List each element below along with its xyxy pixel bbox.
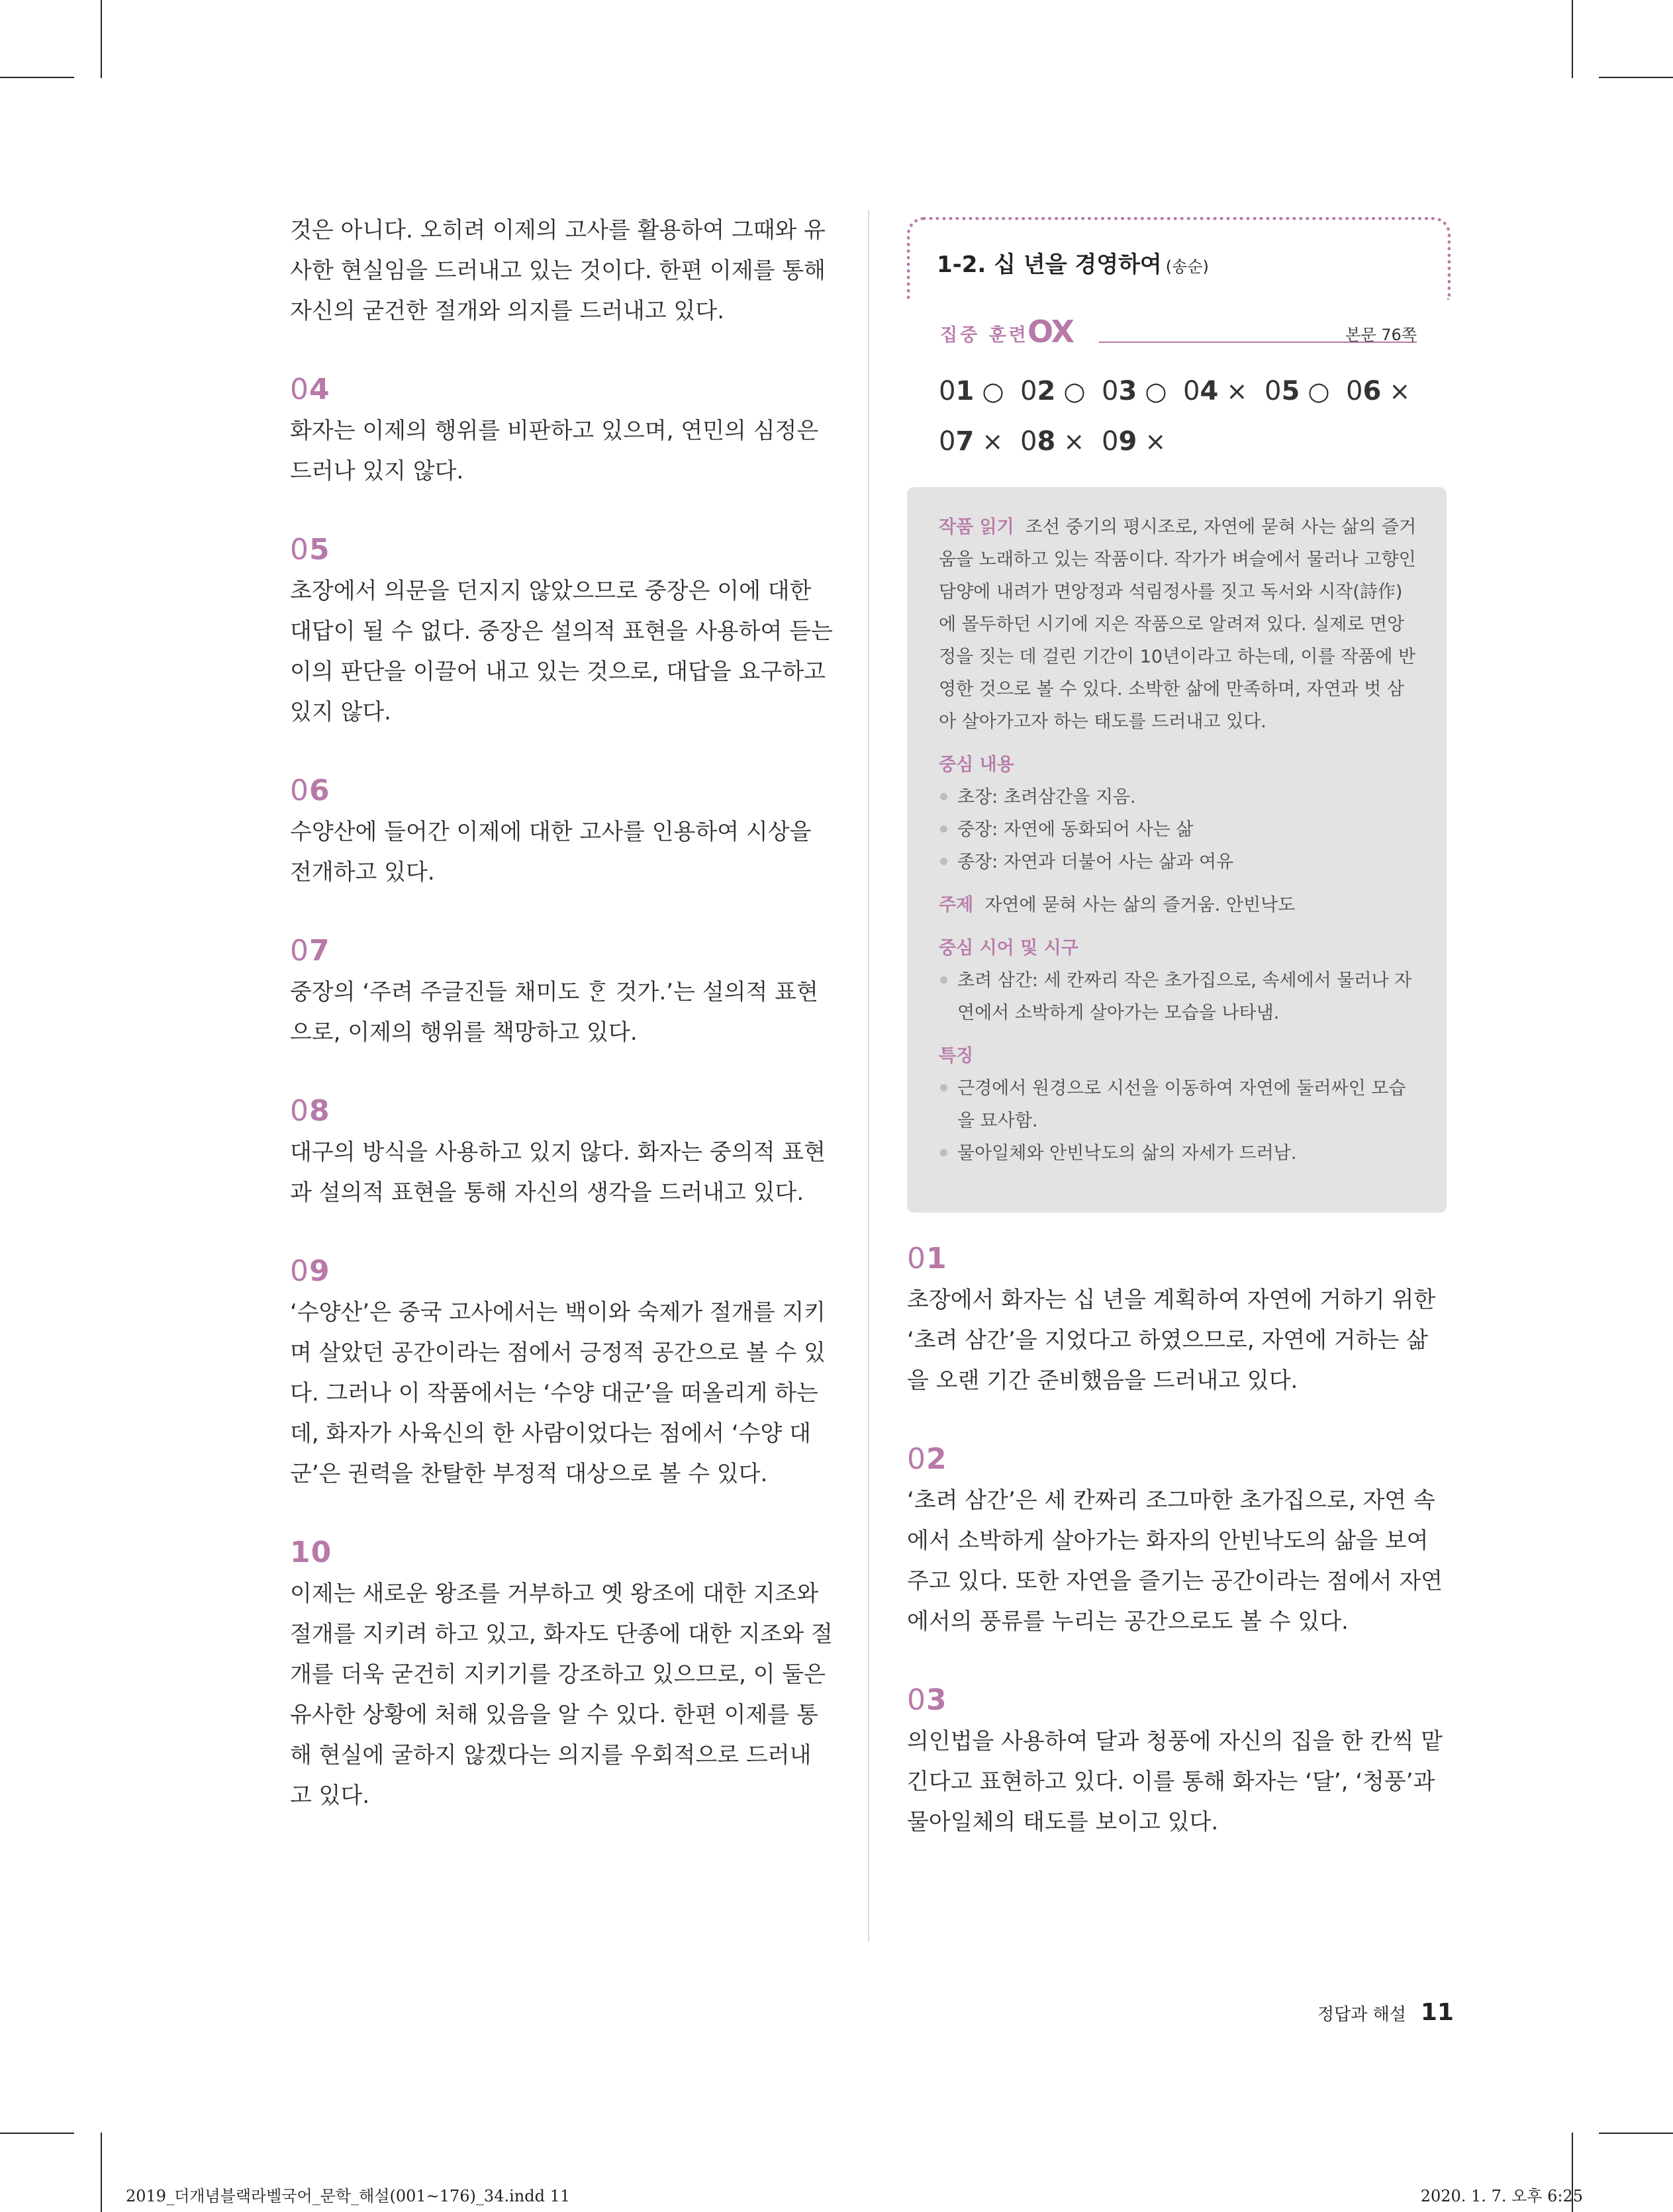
ox-mark: ○ bbox=[1145, 377, 1167, 406]
answer-text: 대구의 방식을 사용하고 있지 않다. 화자는 중의적 표현과 설의적 표현을 통해 자신의 생각을 드러내고 있다. bbox=[290, 1139, 826, 1206]
slug-timestamp: 2020. 1. 7. 오후 6:25 bbox=[1420, 2187, 1583, 2205]
answer-text: ‘초려 삼간’은 세 칸짜리 조그마한 초가집으로, 자연 속에서 소박하게 살아가는 화자의 안빈낙도의 삶을 보여 주고 있다. 또한 자연을 즐기는 공간이라는 점에서 자연에서의 풍류를 누리는 공간으로도 볼 수 있다. bbox=[907, 1487, 1443, 1635]
ox-mark: × bbox=[1063, 427, 1085, 456]
bullet-item: 중장: 자연에 동화되어 사는 삶 bbox=[939, 813, 1418, 846]
ox-number-prefix: 0 bbox=[1020, 376, 1037, 406]
ox-row bbox=[939, 426, 1442, 477]
answer-number-digit: 3 bbox=[926, 1683, 947, 1717]
answer-number bbox=[290, 1533, 833, 1573]
answer-number-digit: 8 bbox=[309, 1094, 330, 1128]
answer-item bbox=[290, 771, 833, 893]
answer-number-prefix: 0 bbox=[290, 1254, 309, 1288]
answer-item bbox=[907, 1681, 1447, 1843]
answer-text: 초장에서 의문을 던지지 않았으므로 중장은 이에 대한 대답이 될 수 없다. 중장은 설의적 표현을 사용하여 듣는 이의 판단을 이끌어 내고 있는 것으로, 대답을 요구하고 있지 않다. bbox=[290, 578, 833, 725]
ox-number-prefix: 0 bbox=[1265, 376, 1282, 406]
answer-number bbox=[290, 931, 833, 971]
ox-question-number bbox=[939, 376, 974, 406]
answer-item bbox=[290, 1091, 833, 1213]
theme-section bbox=[939, 889, 1418, 921]
ox-mark: ○ bbox=[982, 377, 1004, 406]
ox-mark: ○ bbox=[1308, 377, 1330, 406]
reading-text: 조선 중기의 평시조로, 자연에 묻혀 사는 삶의 즐거움을 노래하고 있는 작품이다. 작가가 벼슬에서 물러나 고향인 담양에 내려가 면앙정과 석림정사를 짓고 독서와 시작(詩作)에 몰두하던 시기에 지은 작품으로 알려져 있다. 실제로 면앙정을 짓는 데 걸린 기간이 10년이라고 하는데, 이를 작품에 반영한 것으로 볼 수 있다. 소박한 삶에 만족하며, 자연과 벗 삼아 살아가고자 하는 태도를 드러내고 있다. bbox=[939, 517, 1417, 732]
answer-number bbox=[290, 1091, 833, 1131]
training-label: 집중 훈련 bbox=[940, 325, 1029, 346]
ox-question-number bbox=[1020, 426, 1055, 457]
ox-header bbox=[940, 315, 1417, 348]
ox-number-digit: 8 bbox=[1037, 426, 1056, 457]
ox-answer bbox=[939, 376, 1020, 426]
ox-answer bbox=[1183, 376, 1265, 426]
theme-text: 자연에 묻혀 사는 삶의 즐거움. 안빈낙도 bbox=[984, 895, 1296, 915]
answer-number bbox=[290, 771, 833, 811]
answer-number bbox=[907, 1681, 1447, 1720]
left-items bbox=[290, 370, 833, 1816]
answer-number bbox=[290, 530, 833, 570]
ox-number-digit: 1 bbox=[955, 376, 975, 406]
ox-question-number bbox=[1346, 376, 1381, 406]
answer-number-digit: 4 bbox=[309, 373, 330, 406]
answer-item bbox=[290, 370, 833, 492]
bullet-item: 종장: 자연과 더불어 사는 삶과 여유 bbox=[939, 846, 1418, 878]
answer-number bbox=[290, 1252, 833, 1291]
reading-content bbox=[939, 511, 1418, 1170]
ox-question-number bbox=[1102, 426, 1137, 457]
answer-number-digit: 5 bbox=[309, 533, 330, 567]
answer-item bbox=[907, 1440, 1447, 1642]
bullet-item: 근경에서 원경으로 시선을 이동하여 자연에 둘러싸인 모습을 묘사함. bbox=[939, 1072, 1418, 1137]
crop-mark bbox=[101, 0, 102, 78]
answer-number-prefix: 0 bbox=[290, 373, 309, 406]
column-divider bbox=[868, 210, 869, 1941]
answer-item bbox=[290, 1252, 833, 1495]
ox-mark: × bbox=[1145, 427, 1167, 456]
crop-mark bbox=[1572, 0, 1573, 78]
answer-text: 의인법을 사용하여 달과 청풍에 자신의 집을 한 칸씩 맡긴다고 표현하고 있다. 이를 통해 화자는 ‘달’, ‘청풍’과 물아일체의 태도를 보이고 있다. bbox=[907, 1728, 1443, 1835]
ox-question-number bbox=[1183, 376, 1218, 406]
ox-answer-box bbox=[907, 217, 1447, 482]
answer-number-prefix: 0 bbox=[290, 774, 309, 807]
ox-number-prefix: 0 bbox=[939, 376, 956, 406]
answer-number-digit: 9 bbox=[309, 1254, 330, 1288]
crop-mark bbox=[0, 77, 74, 78]
answer-number-digit: 6 bbox=[309, 774, 330, 807]
bullet-item: 초장: 초려삼간을 지음. bbox=[939, 781, 1418, 813]
feature-list bbox=[939, 1072, 1418, 1170]
work-title bbox=[937, 246, 1209, 279]
ox-mark: × bbox=[982, 427, 1004, 456]
words-label: 중심 시어 및 시구 bbox=[939, 938, 1078, 958]
ox-number-digit: 7 bbox=[955, 426, 975, 457]
intro-text: 것은 아니다. 오히려 이제의 고사를 활용하여 그때와 유사한 현실임을 드러내고 있는 것이다. 한편 이제를 통해 자신의 굳건한 절개와 의지를 드러내고 있다. bbox=[290, 217, 826, 324]
answer-text: 초장에서 화자는 십 년을 계획하여 자연에 거하기 위한 ‘초려 삼간’을 지었다고 하였으므로, 자연에 거하는 삶을 오랜 기간 준비했음을 드러내고 있다. bbox=[907, 1287, 1436, 1394]
ox-question-number bbox=[1102, 376, 1137, 406]
work-author: (송순) bbox=[1165, 257, 1209, 276]
ox-number-prefix: 0 bbox=[939, 426, 956, 457]
answer-number-prefix: 0 bbox=[290, 934, 309, 968]
page-footer bbox=[1317, 1999, 1454, 2026]
ox-number-digit: 3 bbox=[1118, 376, 1137, 406]
ox-answer bbox=[1020, 426, 1102, 477]
ox-answer bbox=[1346, 376, 1427, 426]
answer-text: ‘수양산’은 중국 고사에서는 백이와 숙제가 절개를 지키며 살았던 공간이라는 점에서 긍정적 공간으로 볼 수 있다. 그러나 이 작품에서는 ‘수양 대군’을 떠올리게 하는데, 화자가 사육신의 한 사람이었다는 점에서 ‘수양 대군’은 권력을 찬탈한 부정적 대상으로 볼 수 있다. bbox=[290, 1299, 826, 1487]
answer-item bbox=[290, 530, 833, 733]
ox-number-digit: 2 bbox=[1037, 376, 1056, 406]
ox-question-number bbox=[1265, 376, 1300, 406]
reading-label: 작품 읽기 bbox=[939, 517, 1014, 537]
ox-logo-icon: OX bbox=[1028, 314, 1073, 349]
reading-paragraph bbox=[939, 511, 1418, 738]
right-items bbox=[907, 1239, 1447, 1843]
ox-mark: × bbox=[1226, 377, 1248, 406]
reading-box bbox=[907, 487, 1447, 1213]
words-list bbox=[939, 964, 1418, 1029]
ox-number-digit: 4 bbox=[1200, 376, 1219, 406]
ox-question-number bbox=[939, 426, 974, 457]
crop-mark bbox=[101, 2133, 102, 2212]
page-reference: 본문 76쪽 bbox=[1345, 326, 1417, 344]
ox-row bbox=[939, 376, 1442, 426]
answer-number bbox=[907, 1440, 1447, 1479]
answer-number-prefix: 0 bbox=[290, 1094, 309, 1128]
ox-mark: × bbox=[1389, 377, 1411, 406]
bullet-item: 물아일체와 안빈낙도의 삶의 자세가 드러남. bbox=[939, 1137, 1418, 1170]
feature-section bbox=[939, 1040, 1418, 1170]
work-title-text: 1-2. 십 년을 경영하여 bbox=[937, 252, 1162, 278]
center-label: 중심 내용 bbox=[939, 755, 1014, 775]
ox-answer bbox=[1102, 376, 1183, 426]
bullet-item: 초려 삼간: 세 칸짜리 작은 초가집으로, 속세에서 물러나 자연에서 소박하게 살아가는 모습을 나타냄. bbox=[939, 964, 1418, 1029]
ox-number-prefix: 0 bbox=[1102, 376, 1119, 406]
ox-number-prefix: 0 bbox=[1346, 376, 1363, 406]
answer-item bbox=[907, 1239, 1447, 1401]
ox-answer bbox=[1102, 426, 1183, 477]
answer-number-digit: 7 bbox=[309, 934, 330, 968]
footer-section: 정답과 해설 bbox=[1317, 2005, 1406, 2025]
ox-number-digit: 6 bbox=[1362, 376, 1382, 406]
crop-mark bbox=[1599, 2133, 1673, 2134]
answer-item bbox=[290, 1533, 833, 1816]
right-column bbox=[907, 1239, 1447, 1881]
ox-number-prefix: 0 bbox=[1102, 426, 1119, 457]
ox-number-prefix: 0 bbox=[1183, 376, 1200, 406]
theme-label: 주제 bbox=[939, 895, 974, 915]
ox-answer bbox=[1265, 376, 1346, 426]
ox-number-digit: 5 bbox=[1281, 376, 1300, 406]
ox-question-number bbox=[1020, 376, 1055, 406]
answer-number-prefix: 0 bbox=[907, 1683, 926, 1717]
theme-line bbox=[939, 889, 1418, 921]
center-list bbox=[939, 781, 1418, 878]
page-number: 11 bbox=[1420, 1999, 1454, 2026]
answer-number-digit: 2 bbox=[926, 1442, 947, 1476]
feature-label: 특징 bbox=[939, 1046, 974, 1066]
ox-mark: ○ bbox=[1063, 377, 1086, 406]
intro-section bbox=[290, 210, 833, 332]
answer-number-prefix: 0 bbox=[907, 1242, 926, 1275]
answer-number bbox=[907, 1239, 1447, 1279]
crop-mark bbox=[0, 2133, 74, 2134]
answer-number bbox=[290, 370, 833, 410]
words-section bbox=[939, 932, 1418, 1029]
answer-item bbox=[290, 931, 833, 1053]
center-section bbox=[939, 749, 1418, 878]
ox-answer bbox=[1020, 376, 1102, 426]
crop-mark bbox=[1599, 77, 1673, 78]
ox-answers bbox=[939, 376, 1442, 477]
ox-number-digit: 9 bbox=[1118, 426, 1137, 457]
answer-number-digit: 1 bbox=[926, 1242, 947, 1275]
ox-number-prefix: 0 bbox=[1020, 426, 1037, 457]
answer-text: 중장의 ‘주려 주글진들 채미도 ᄒᆞᆫ 것가.’는 설의적 표현으로, 이제의 행위를 책망하고 있다. bbox=[290, 979, 818, 1046]
answer-number-prefix: 0 bbox=[907, 1442, 926, 1476]
answer-text: 이제는 새로운 왕조를 거부하고 옛 왕조에 대한 지조와 절개를 지키려 하고 있고, 화자도 단종에 대한 지조와 절개를 더욱 굳건히 지키기를 강조하고 있으므로, 이 둘은 유사한 상황에 처해 있음을 알 수 있다. 한편 이제를 통해 현실에 굴하지 않겠다는 의지를 우회적으로 드러내고 있다. bbox=[290, 1581, 833, 1809]
answer-number-prefix: 0 bbox=[290, 533, 309, 567]
ox-answer bbox=[939, 426, 1020, 477]
answer-text: 화자는 이제의 행위를 비판하고 있으며, 연민의 심정은 드러나 있지 않다. bbox=[290, 418, 819, 484]
slug-filename: 2019_더개념블랙라벨국어_문학_해설(001~176)_34.indd 11 bbox=[126, 2187, 571, 2205]
answer-number-digit: 10 bbox=[290, 1536, 332, 1569]
left-column bbox=[290, 210, 833, 1855]
answer-text: 수양산에 들어간 이제에 대한 고사를 인용하여 시상을 전개하고 있다. bbox=[290, 819, 812, 886]
